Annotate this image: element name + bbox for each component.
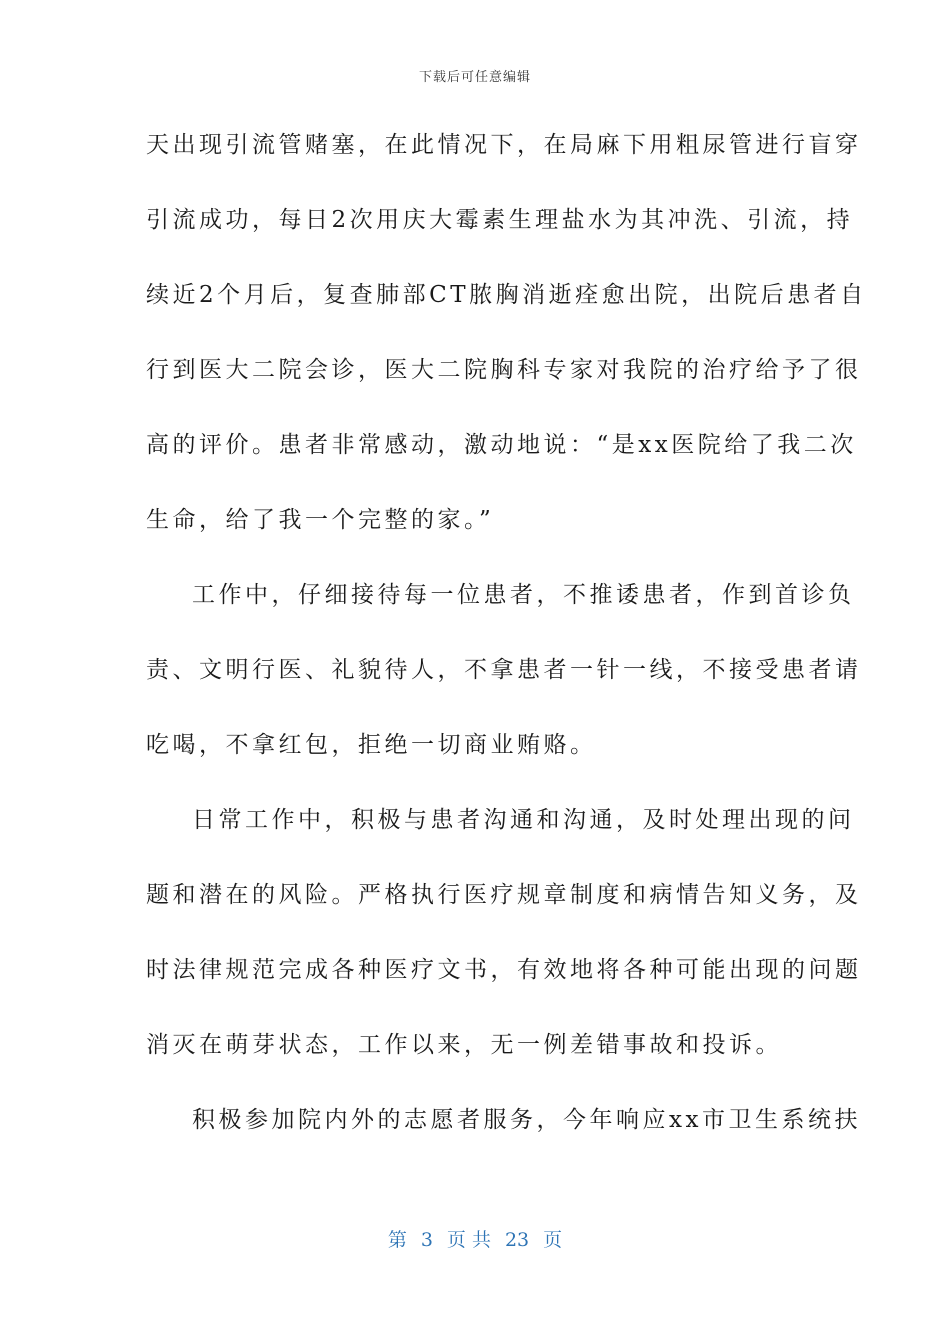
footer-suffix: 页 [543,1229,563,1251]
body-line: 行到医大二院会诊，医大二院胸科专家对我院的治疗给予了很 [146,357,862,383]
body-line: 消灭在萌芽状态，工作以来，无一例差错事故和投诉。 [146,1032,782,1058]
body-line: 引流成功，每日2次用庆大霉素生理盐水为其冲洗、引流，持 [146,207,854,233]
paragraph-first-line: 积极参加院内外的志愿者服务，今年响应xx市卫生系统扶 [192,1107,861,1133]
body-line: 天出现引流管赌塞，在此情况下，在局麻下用粗尿管进行盲穿 [146,132,862,158]
body-line: 吃喝，不拿红包，拒绝一切商业贿赂。 [146,732,597,758]
body-line: 高的评价。患者非常感动，激动地说：“是xx医院给了我二次 [146,432,857,458]
body-line: 题和潜在的风险。严格执行医疗规章制度和病情告知义务，及 [146,882,862,908]
body-line: 时法律规范完成各种医疗文书，有效地将各种可能出现的问题 [146,957,862,983]
paragraph-first-line: 日常工作中，积极与患者沟通和沟通，及时处理出现的问 [192,807,855,833]
page-header: 下载后可任意编辑 [418,70,531,85]
body-line: 生命，给了我一个完整的家。” [146,507,495,533]
paragraph-first-line: 工作中，仔细接待每一位患者，不推诿患者，作到首诊负 [192,582,855,608]
footer-middle: 页 共 [446,1229,491,1251]
body-line: 续近2个月后，复查肺部CT脓胸消逝痊愈出院，出院后患者自 [146,282,867,308]
footer-total-pages: 23 [504,1229,530,1251]
footer-prefix: 第 [387,1229,407,1251]
page-footer [0,1225,950,1252]
body-line: 责、文明行医、礼貌待人，不拿患者一针一线，不接受患者请 [146,657,862,683]
footer-page-number: 3 [420,1229,433,1251]
